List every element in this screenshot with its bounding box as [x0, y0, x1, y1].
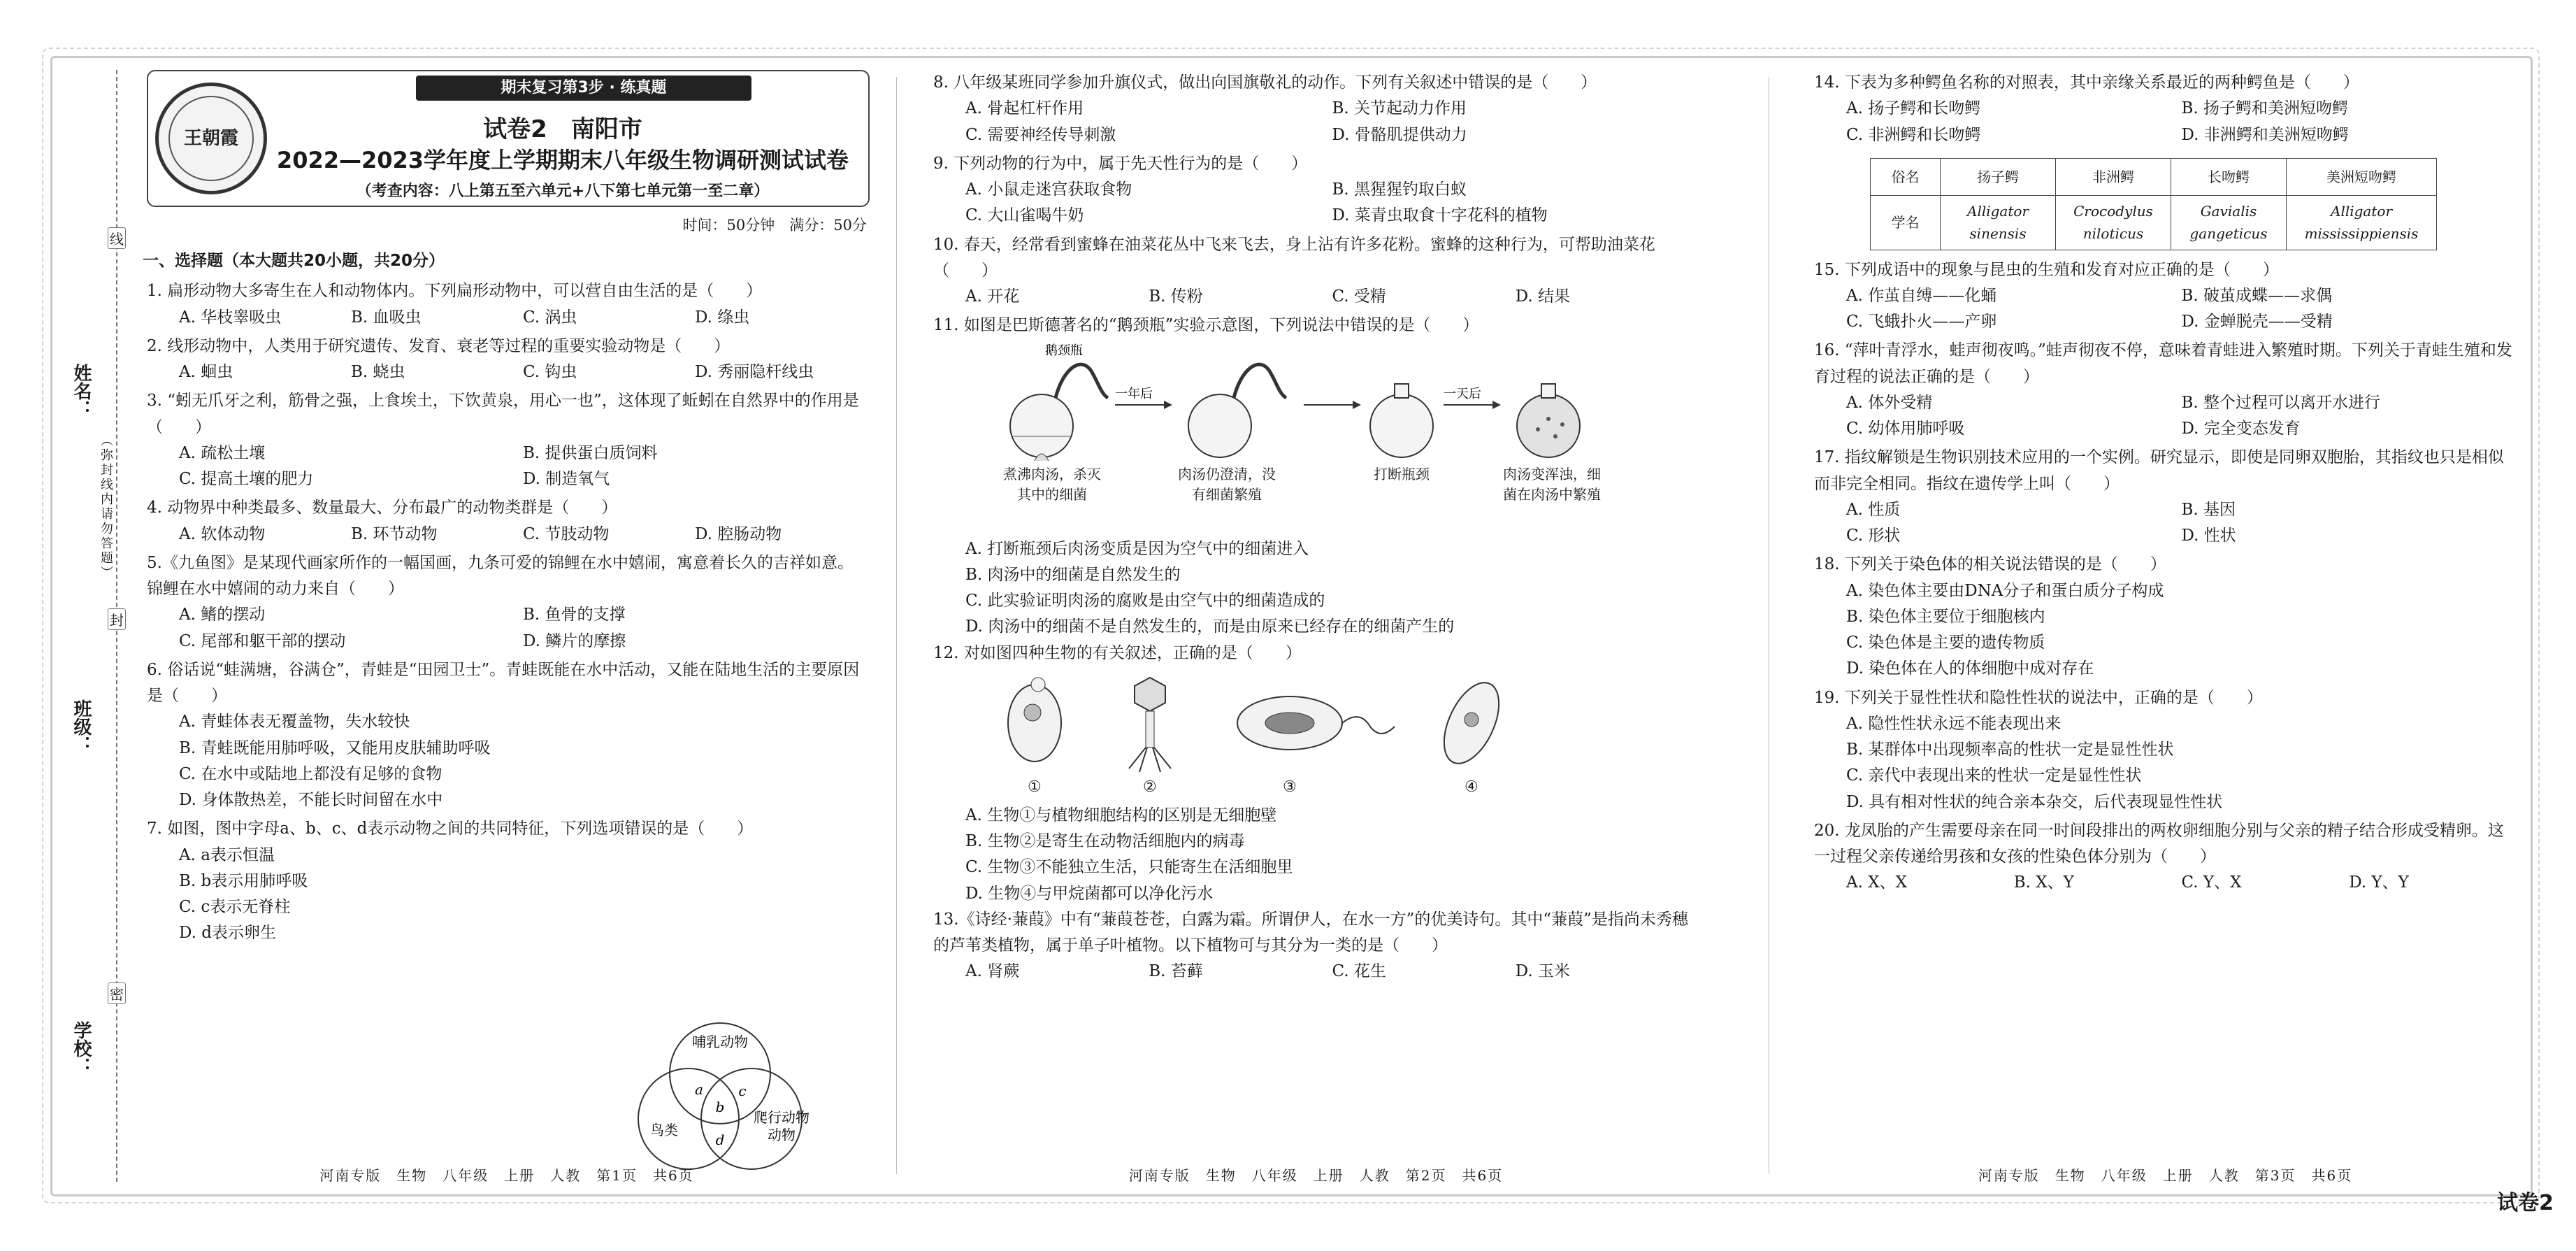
options	[933, 177, 1699, 229]
option: B. 关节起动力作用	[1332, 99, 1467, 118]
question-text: 6. 俗话说“蛙满塘，谷满仓”，青蛙是“田园卫士”。青蛙既能在水中活动，又能在陆地生活的主要原因是（ ）	[147, 660, 860, 705]
option: A. 软体动物	[179, 524, 266, 543]
question-text: 13.《诗经·蒹葭》中有“蒹葭苍苍，白露为霜。所谓伊人，在水一方”的优美诗句。其中“蒹葭”是指尚未秀穗的芦苇类植物，属于单子叶植物。以下植物可与其分为一类的是（ ）	[933, 910, 1688, 955]
question-text: 8. 八年级某班同学参加升旗仪式，做出向国旗敬礼的动作。下列有关叙述中错误的是（ ）	[933, 73, 1597, 92]
flask-experiment-figure	[1003, 342, 1699, 531]
option: C. 生物③不能独立生活，只能寄生在活细胞里	[965, 858, 1293, 877]
question	[147, 334, 867, 386]
table-cell: Gavialis gangeticus	[2171, 195, 2287, 250]
venn-c: c	[738, 1082, 747, 1099]
option: C. 受精	[1332, 287, 1386, 306]
table-cell: Alligator sinensis	[1941, 195, 2056, 250]
questions-col2-part2	[933, 641, 1699, 666]
question	[147, 657, 867, 814]
organism-label-1: ①	[1028, 778, 1042, 796]
question	[933, 151, 1699, 229]
question-text: 5.《九鱼图》是某现代画家所作的一幅国画，九条可爱的锦鲤在水中嬉闹，寓意着长久的吉祥如意。锦鲤在水中嬉闹的动力来自（ ）	[147, 553, 854, 598]
option: D. 性状	[2181, 527, 2236, 545]
page-1	[143, 70, 867, 1184]
question-text: 16. “萍叶青浮水，蛙声彻夜鸣。”蛙声彻夜不停，意味着青蛙进入繁殖时期。下列关于青蛙生殖和发育过程的说法正确的是（ ）	[1814, 341, 2512, 386]
question	[147, 278, 867, 331]
paper-tag: 试卷2	[2497, 1191, 2554, 1215]
options	[933, 96, 1699, 148]
option: A. 性质	[1846, 500, 1901, 519]
options	[1814, 283, 2517, 336]
option: A. a表示恒温	[179, 845, 275, 864]
flask-caption-1: 煮沸肉汤，杀灭其中的细菌	[1003, 465, 1101, 503]
question-text: 17. 指纹解锁是生物识别技术应用的一个实例。研究显示，即使是同卵双胞胎，其指纹也只是相似而非完全相同。指纹在遗传学上叫（ ）	[1814, 448, 2504, 493]
footer-page-1: 河南专版 生物 八年级 上册 人教 第1页 共6页	[319, 1166, 694, 1184]
option: D. 非洲鳄和美洲短吻鳄	[2181, 125, 2349, 144]
option: B. 扬子鳄和美洲短吻鳄	[2181, 99, 2349, 118]
question	[933, 907, 1699, 985]
option: C. 染色体是主要的遗传物质	[1846, 634, 2045, 652]
options	[1814, 870, 2517, 896]
table-cell: Crocodylus niloticus	[2056, 195, 2171, 250]
question-text: 14. 下表为多种鳄鱼名称的对照表，其中亲缘关系最近的两种鳄鱼是（ ）	[1814, 73, 2359, 92]
option: B. X、Y	[2013, 873, 2074, 892]
arrow-one-year: 一年后	[1115, 386, 1153, 401]
option: C. 飞蛾扑火——产卵	[1846, 313, 1997, 331]
question	[1814, 445, 2517, 549]
option: B. 苔藓	[1149, 962, 1203, 981]
option: B. 黑猩猩钓取白蚁	[1332, 180, 1467, 199]
venn-a: a	[695, 1081, 703, 1098]
question	[147, 550, 867, 655]
option: A. 作茧自缚——化蛹	[1846, 286, 1997, 305]
exam-scope: （考查内容：八上第五至六单元+八下第七单元第一至二章）	[356, 183, 770, 200]
question	[147, 388, 867, 492]
option: C. 在水中或陆地上都没有足够的食物	[179, 764, 442, 783]
section-heading: 一、选择题（本大题共20小题，共20分）	[143, 252, 445, 270]
seal-mark-secret: 密	[108, 982, 126, 1004]
logo-badge	[155, 83, 267, 194]
question-text: 4. 动物界中种类最多、数量最大、分布最广的动物类群是（ ）	[147, 499, 618, 517]
paper-title: 2022—2023学年度上学期期末八年级生物调研测试试卷	[276, 147, 849, 173]
paper-header	[147, 70, 867, 241]
class-label: 班级：	[71, 699, 92, 754]
option: C. 节肢动物	[523, 524, 610, 543]
option: B. 某群体中出现频率高的性状一定是显性性状	[1846, 741, 2174, 759]
options	[147, 522, 867, 548]
table-cell: 长吻鳄	[2171, 158, 2287, 195]
option: A. 鳍的摆动	[179, 606, 266, 624]
page-2	[933, 70, 1699, 1184]
option: B. 鱼骨的支撑	[523, 606, 626, 624]
venn-b: b	[715, 1099, 725, 1115]
question	[933, 70, 1699, 148]
question-text: 3. “蚓无爪牙之利，筋骨之强，上食埃土，下饮黄泉，用心一也”，这体现了蚯蚓在自然界中的作用是（ ）	[147, 392, 859, 436]
question-text: 9. 下列动物的行为中，属于先天性行为的是（ ）	[933, 154, 1308, 173]
options	[933, 536, 1699, 641]
option: A. 隐性性状永远不能表现出来	[1846, 714, 2061, 733]
options	[933, 803, 1699, 907]
option: D. 金蝉脱壳——受精	[2181, 313, 2333, 331]
option: A. 体外受精	[1846, 393, 1933, 412]
question-text: 18. 下列关于染色体的相关说法错误的是（ ）	[1814, 555, 2166, 574]
flask-caption-2: 肉汤仍澄清，没有细菌繁殖	[1178, 465, 1276, 503]
option: D. 制造氧气	[523, 470, 610, 488]
table-cell: 俗名	[1871, 158, 1941, 195]
options	[147, 709, 867, 813]
option: A. 华枝睾吸虫	[179, 308, 282, 327]
option: D. 骨骼肌提供动力	[1332, 125, 1467, 144]
option: B. 蛲虫	[351, 363, 405, 381]
question	[1814, 257, 2517, 336]
question-text: 2. 线形动物中，人类用于研究遗传、发育、衰老等过程的重要实验动物是（ ）	[147, 336, 731, 355]
flask-caption-4: 肉汤变浑浊，细菌在肉汤中繁殖	[1503, 465, 1601, 503]
option: C. 非洲鳄和长吻鳄	[1846, 125, 1981, 144]
logo-text: 王朝霞	[168, 96, 254, 181]
options	[1814, 578, 2517, 682]
footer-page-3: 河南专版 生物 八年级 上册 人教 第3页 共6页	[1978, 1166, 2353, 1184]
option: A. 蛔虫	[179, 363, 233, 381]
seal-mark-seal: 封	[108, 608, 126, 630]
binding-strip	[56, 70, 126, 1182]
arrow-one-day: 一天后	[1444, 386, 1481, 401]
question	[933, 313, 1699, 338]
questions-col3-part1	[1814, 70, 2517, 148]
question	[1814, 70, 2517, 148]
option: A. X、X	[1846, 873, 1907, 892]
option: A. 开花	[965, 287, 1020, 306]
option: D. 玉米	[1515, 962, 1570, 981]
venn-d: d	[715, 1131, 725, 1148]
options	[147, 602, 867, 655]
option: D. 具有相对性状的纯合亲本杂交，后代表现显性性状	[1846, 792, 2223, 811]
option: B. 肉汤中的细菌是自然发生的	[965, 565, 1181, 584]
four-organisms-figure	[982, 671, 1699, 800]
table-row	[1871, 158, 2437, 195]
option: A. 肾蕨	[965, 962, 1020, 981]
options	[1814, 390, 2517, 443]
table-cell: 非洲鳄	[2056, 158, 2171, 195]
option: D. 菜青虫取食十字花科的植物	[1332, 206, 1548, 225]
organisms-svg	[982, 671, 1583, 775]
organism-label-2: ②	[1143, 778, 1157, 796]
options	[1814, 96, 2517, 148]
options	[147, 843, 570, 947]
options	[1814, 711, 2517, 815]
questions-col2-part3	[933, 907, 1699, 985]
venn-svg	[615, 1017, 825, 1178]
option: B. 染色体主要位于细胞核内	[1846, 607, 2045, 626]
option: D. 完全变态发育	[2181, 420, 2301, 438]
option: C. 需要神经传导刺激	[965, 125, 1116, 144]
table-cell: 美洲短吻鳄	[2287, 158, 2437, 195]
questions-col1	[147, 278, 867, 946]
footer-page-2: 河南专版 生物 八年级 上册 人教 第2页 共6页	[1128, 1166, 1504, 1184]
option: D. Y、Y	[2349, 873, 2409, 892]
option: A. 染色体主要由DNA分子和蛋白质分子构成	[1846, 581, 2164, 600]
page-3	[1814, 70, 2517, 1184]
question-text: 7. 如图，图中字母a、b、c、d表示动物之间的共同特征，下列选项错误的是（ ）	[147, 820, 754, 838]
option: A. 骨起杠杆作用	[965, 99, 1084, 118]
table-cell: 扬子鳄	[1941, 158, 2056, 195]
option: A. 疏松土壤	[179, 443, 266, 462]
option: A. 青蛙体表无覆盖物，失水较快	[179, 713, 410, 731]
options	[147, 359, 867, 385]
option: B. 基因	[2181, 500, 2236, 519]
page-divider-1	[896, 77, 897, 1174]
option: D. 鳞片的摩擦	[523, 631, 626, 650]
option: B. 传粉	[1149, 287, 1203, 306]
option: A. 扬子鳄和长吻鳄	[1846, 99, 1981, 118]
options	[1814, 497, 2517, 550]
option: A. 生物①与植物细胞结构的区别是无细胞壁	[965, 806, 1277, 824]
table-cell: Alligator mississippiensis	[2287, 195, 2437, 250]
option: D. 肉汤中的细菌不是自然发生的，而是由原来已经存在的细菌产生的	[965, 617, 1455, 636]
option: C. c表示无脊柱	[179, 898, 291, 916]
option: C. 涡虫	[523, 308, 577, 327]
option: C. 幼体用肺呼吸	[1846, 420, 1965, 438]
option: C. 此实验证明肉汤的腐败是由空气中的细菌造成的	[965, 592, 1325, 610]
table-cell: 学名	[1871, 195, 1941, 250]
seal-note: （弥封线内请勿答题）	[99, 434, 113, 580]
seal-mark-line: 线	[108, 227, 126, 249]
flask-label: 鹅颈瓶	[1045, 343, 1083, 358]
venn-reptile-2: 动物	[768, 1127, 796, 1143]
option: B. 破茧成蝶——求偶	[2181, 286, 2333, 305]
flask-caption-3: 打断瓶颈	[1374, 465, 1430, 482]
question-text: 10. 春天，经常看到蜜蜂在油菜花丛中飞来飞去，身上沾有许多花粉。蜜蜂的这种行为，可帮助油菜花（ ）	[933, 235, 1655, 280]
question	[1814, 552, 2517, 682]
option: D. 结果	[1515, 287, 1570, 306]
option: D. 染色体在人的体细胞中成对存在	[1846, 659, 2094, 678]
option: D. 秀丽隐杆线虫	[695, 363, 814, 381]
option: A. 小鼠走迷宫获取食物	[965, 180, 1132, 199]
table-row	[1871, 195, 2437, 250]
organism-label-3: ③	[1283, 778, 1297, 796]
crocodile-name-table	[1870, 158, 2437, 250]
question-text: 11. 如图是巴斯德著名的“鹅颈瓶”实验示意图，下列说法中错误的是（ ）	[933, 316, 1479, 335]
question	[147, 495, 867, 548]
option: A. 打断瓶颈后肉汤变质是因为空气中的细菌进入	[965, 539, 1309, 558]
option: C. 花生	[1332, 962, 1386, 981]
option: B. 整个过程可以离开水进行	[2181, 393, 2381, 412]
options	[147, 441, 867, 493]
question-text: 20. 龙凤胎的产生需要母亲在同一时间段排出的两枚卵细胞分别与父亲的精子结合形成受精卵。这一过程父亲传递给男孩和女孩的性染色体分别为（ ）	[1814, 821, 2504, 866]
question	[1814, 338, 2517, 442]
question	[147, 816, 867, 946]
option: C. 提高土壤的肥力	[179, 470, 314, 488]
option: C. 钩虫	[523, 363, 577, 381]
venn-mammal: 哺乳动物	[692, 1034, 748, 1050]
question-text: 12. 对如图四种生物的有关叙述，正确的是（ ）	[933, 643, 1302, 662]
venn-diagram	[615, 1017, 825, 1187]
option: B. 生物②是寄生在动物活细胞内的病毒	[965, 832, 1245, 850]
options	[933, 284, 1699, 310]
venn-reptile: 爬行动物	[754, 1109, 810, 1126]
option: D. 腔肠动物	[695, 524, 782, 543]
option: C. 亲代中表现出来的性状一定是显性性状	[1846, 766, 2142, 785]
option: B. 青蛙既能用肺呼吸，又能用皮肤辅助呼吸	[179, 738, 491, 757]
option: C. 尾部和躯干部的摆动	[179, 631, 346, 650]
paper-number: 试卷2 南阳市	[483, 115, 642, 143]
venn-bird: 鸟类	[650, 1122, 678, 1138]
step-bar: 期末复习第3步 · 练真题	[416, 76, 751, 101]
question	[1814, 818, 2517, 896]
option: C. Y、X	[2181, 873, 2242, 892]
option: D. 身体散热差，不能长时间留在水中	[179, 791, 443, 809]
option: B. 提供蛋白质饲料	[523, 443, 658, 462]
options	[933, 959, 1699, 985]
name-label: 姓名：	[71, 364, 92, 418]
questions-col2-part1	[933, 70, 1699, 339]
question	[1814, 685, 2517, 815]
question-text: 15. 下列成语中的现象与昆虫的生殖和发育对应正确的是（ ）	[1814, 260, 2279, 279]
option: C. 大山雀喝牛奶	[965, 206, 1084, 225]
option: D. 绦虫	[695, 308, 750, 327]
flask-svg	[1003, 342, 1618, 461]
school-label: 学校：	[71, 1021, 92, 1075]
questions-col3-part2	[1814, 257, 2517, 896]
options	[147, 305, 867, 331]
question-text: 1. 扁形动物大多寄生在人和动物体内。下列扁形动物中，可以营自由生活的是（ ）	[147, 282, 763, 301]
question	[933, 232, 1699, 310]
question-text: 19. 下列关于显性性状和隐性性状的说法中，正确的是（ ）	[1814, 688, 2263, 707]
option: B. 血吸虫	[351, 308, 422, 327]
option: B. 环节动物	[351, 524, 438, 543]
question	[933, 641, 1699, 666]
organism-label-4: ④	[1465, 778, 1478, 796]
time-info: 时间：50分钟 满分：50分	[682, 217, 867, 234]
option: C. 形状	[1846, 527, 1901, 545]
option: B. b表示用肺呼吸	[179, 871, 308, 890]
option: D. d表示卵生	[179, 924, 276, 943]
option: D. 生物④与甲烷菌都可以净化污水	[965, 884, 1214, 903]
